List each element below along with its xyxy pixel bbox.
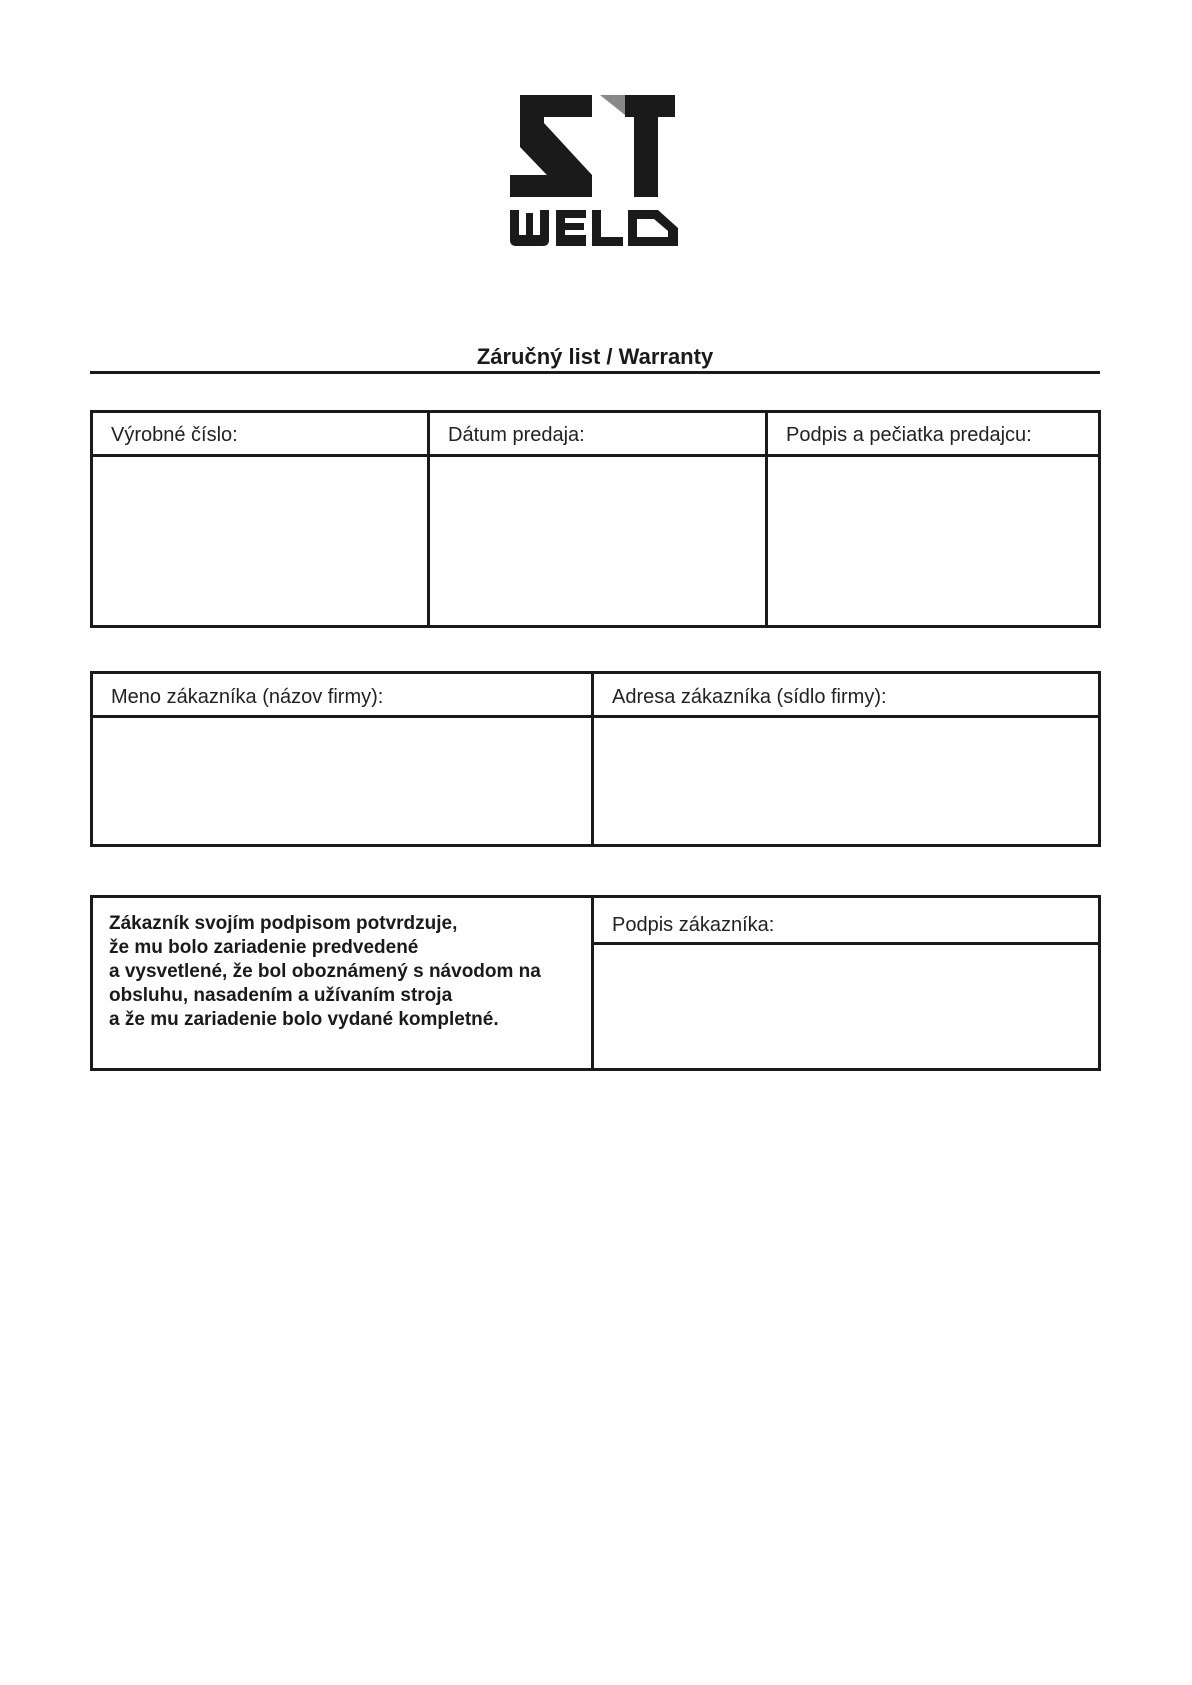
customer-address-field[interactable] <box>594 718 1098 844</box>
customer-signature-label: Podpis zákazníka: <box>612 914 775 936</box>
statement-line: obsluhu, nasadením a užívaním stroja <box>109 985 453 1006</box>
customer-address-cell <box>594 674 1098 844</box>
page-title: Záručný list / Warranty <box>476 344 714 369</box>
logo-t-stem <box>634 117 658 197</box>
statement-line: a vysvetlené, že bol oboznámený s návodom na <box>109 961 541 982</box>
seller-signature-cell <box>768 413 1098 625</box>
serial-number-label: Výrobné číslo: <box>111 424 238 446</box>
logo-s-top <box>520 95 592 123</box>
confirmation-statement <box>109 912 541 1032</box>
customer-address-label: Adresa zákazníka (sídlo firmy): <box>612 686 887 708</box>
customer-name-cell <box>93 674 591 844</box>
statement-line: Zákazník svojím podpisom potvrdzuje, <box>109 913 458 934</box>
logo-s-base <box>510 175 568 197</box>
customer-name-field[interactable] <box>93 718 591 844</box>
customer-signature-cell <box>594 898 1098 1068</box>
sale-info-table <box>90 410 1101 628</box>
seller-signature-field[interactable] <box>768 457 1098 625</box>
st-weld-logo <box>510 95 685 255</box>
serial-number-cell <box>93 413 427 625</box>
seller-signature-label: Podpis a pečiatka predajcu: <box>786 424 1032 446</box>
title-underline <box>90 371 1100 374</box>
customer-signature-field[interactable] <box>594 945 1098 1068</box>
serial-number-field[interactable] <box>93 457 427 625</box>
confirmation-statement-cell <box>93 898 591 1068</box>
logo-weld-letters <box>510 210 678 246</box>
customer-confirmation-table <box>90 895 1101 1071</box>
customer-name-label: Meno zákazníka (názov firmy): <box>111 686 384 708</box>
logo-t-bar <box>625 95 675 117</box>
sale-date-field[interactable] <box>430 457 765 625</box>
sale-date-cell <box>430 413 765 625</box>
statement-line: že mu bolo zariadenie predvedené <box>109 937 419 958</box>
statement-line: a že mu zariadenie bolo vydané kompletné. <box>109 1009 499 1030</box>
customer-info-table <box>90 671 1101 847</box>
sale-date-label: Dátum predaja: <box>448 424 585 446</box>
logo-accent <box>600 95 625 115</box>
